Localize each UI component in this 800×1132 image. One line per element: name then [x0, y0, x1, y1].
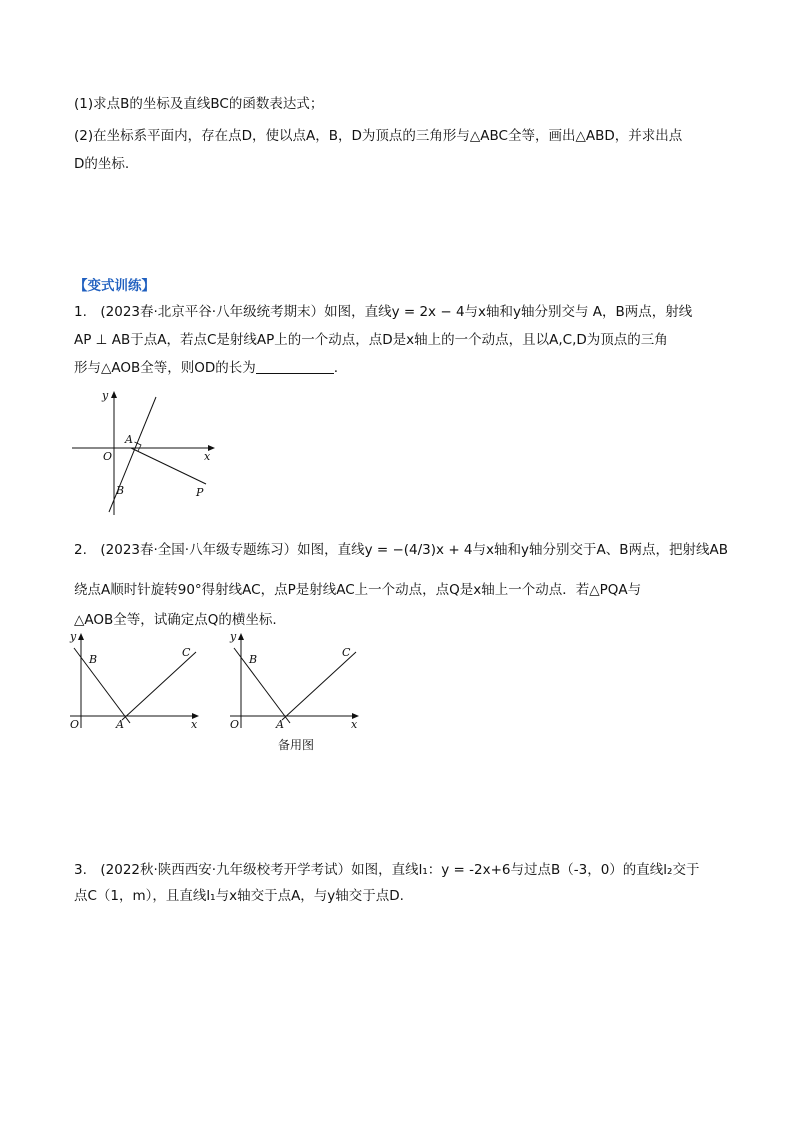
figure-3-caption: 备用图	[278, 738, 315, 752]
question-part-2-line-2: D的坐标.	[74, 156, 130, 172]
problem-3-line-2: 点C（1，m），且直线l₁与x轴交于点A，与y轴交于点D.	[74, 888, 404, 904]
problem-2-line-3: △AOB全等，试确定点Q的横坐标.	[74, 612, 277, 628]
question-part-2-line-1: (2)在坐标系平面内，存在点D，使以点A，B，D为顶点的三角形与△ABC全等，画出△ABD，并求出点	[74, 128, 683, 144]
problem-1-line-3-text: 形与△AOB全等，则OD的长为	[74, 360, 256, 376]
fig3-point-a-label: A	[276, 718, 284, 730]
fig3-y-label: y	[230, 630, 237, 643]
problem-2-line-1: 2. (2023春·全国·八年级专题练习）如图，直线y = −(4/3)x + 4与x轴和y轴分别交于A、B两点，把射线AB	[74, 542, 728, 558]
problem-1-line-3	[74, 358, 338, 378]
fig2-origin-label: O	[70, 718, 80, 730]
fig1-y-label: y	[102, 389, 109, 402]
fig2-x-label: x	[191, 718, 198, 730]
figure-2	[64, 630, 210, 730]
problem-1-line-2: AP ⊥ AB于点A，若点C是射线AP上的一个动点，点D是x轴上的一个动点，且以A,C,D为顶点的三角	[74, 332, 668, 348]
fig3-x-label: x	[351, 718, 358, 730]
fig3-point-b-label: B	[249, 653, 258, 666]
problem-2-line-2: 绕点A顺时针旋转90°得射线AC，点P是射线AC上一个动点，点Q是x轴上一个动点．若△PQA与	[74, 582, 642, 598]
fig1-point-a-label: A	[125, 433, 133, 446]
problem-3-line-1: 3. (2022秋·陕西西安·九年级校考开学考试）如图，直线l₁：y = -2x+6与过点B（-3，0）的直线l₂交于	[74, 862, 700, 878]
fig1-point-p-label: P	[196, 486, 204, 499]
problem-1-line-3-end: .	[333, 360, 339, 376]
problem-1-line-1: 1. (2023春·北京平谷·八年级统考期末）如图，直线y = 2x − 4与x轴和y轴分别交与 A，B两点，射线	[74, 304, 693, 320]
fig1-point-b-label: B	[116, 484, 125, 497]
figure-1	[70, 388, 220, 518]
fig2-y-label: y	[70, 630, 77, 643]
fig3-origin-label: O	[230, 718, 240, 730]
fig1-x-label: x	[204, 450, 211, 463]
fig2-point-c-label: C	[182, 646, 191, 659]
fig1-origin-label: O	[103, 450, 113, 463]
section-heading: 【变式训练】	[74, 278, 155, 294]
fig2-point-a-label: A	[116, 718, 124, 730]
fig3-point-c-label: C	[342, 646, 351, 659]
answer-blank	[256, 359, 334, 374]
figure-3-spare	[224, 630, 370, 730]
fig2-point-b-label: B	[89, 653, 98, 666]
question-part-1: (1)求点B的坐标及直线BC的函数表达式；	[74, 96, 324, 112]
